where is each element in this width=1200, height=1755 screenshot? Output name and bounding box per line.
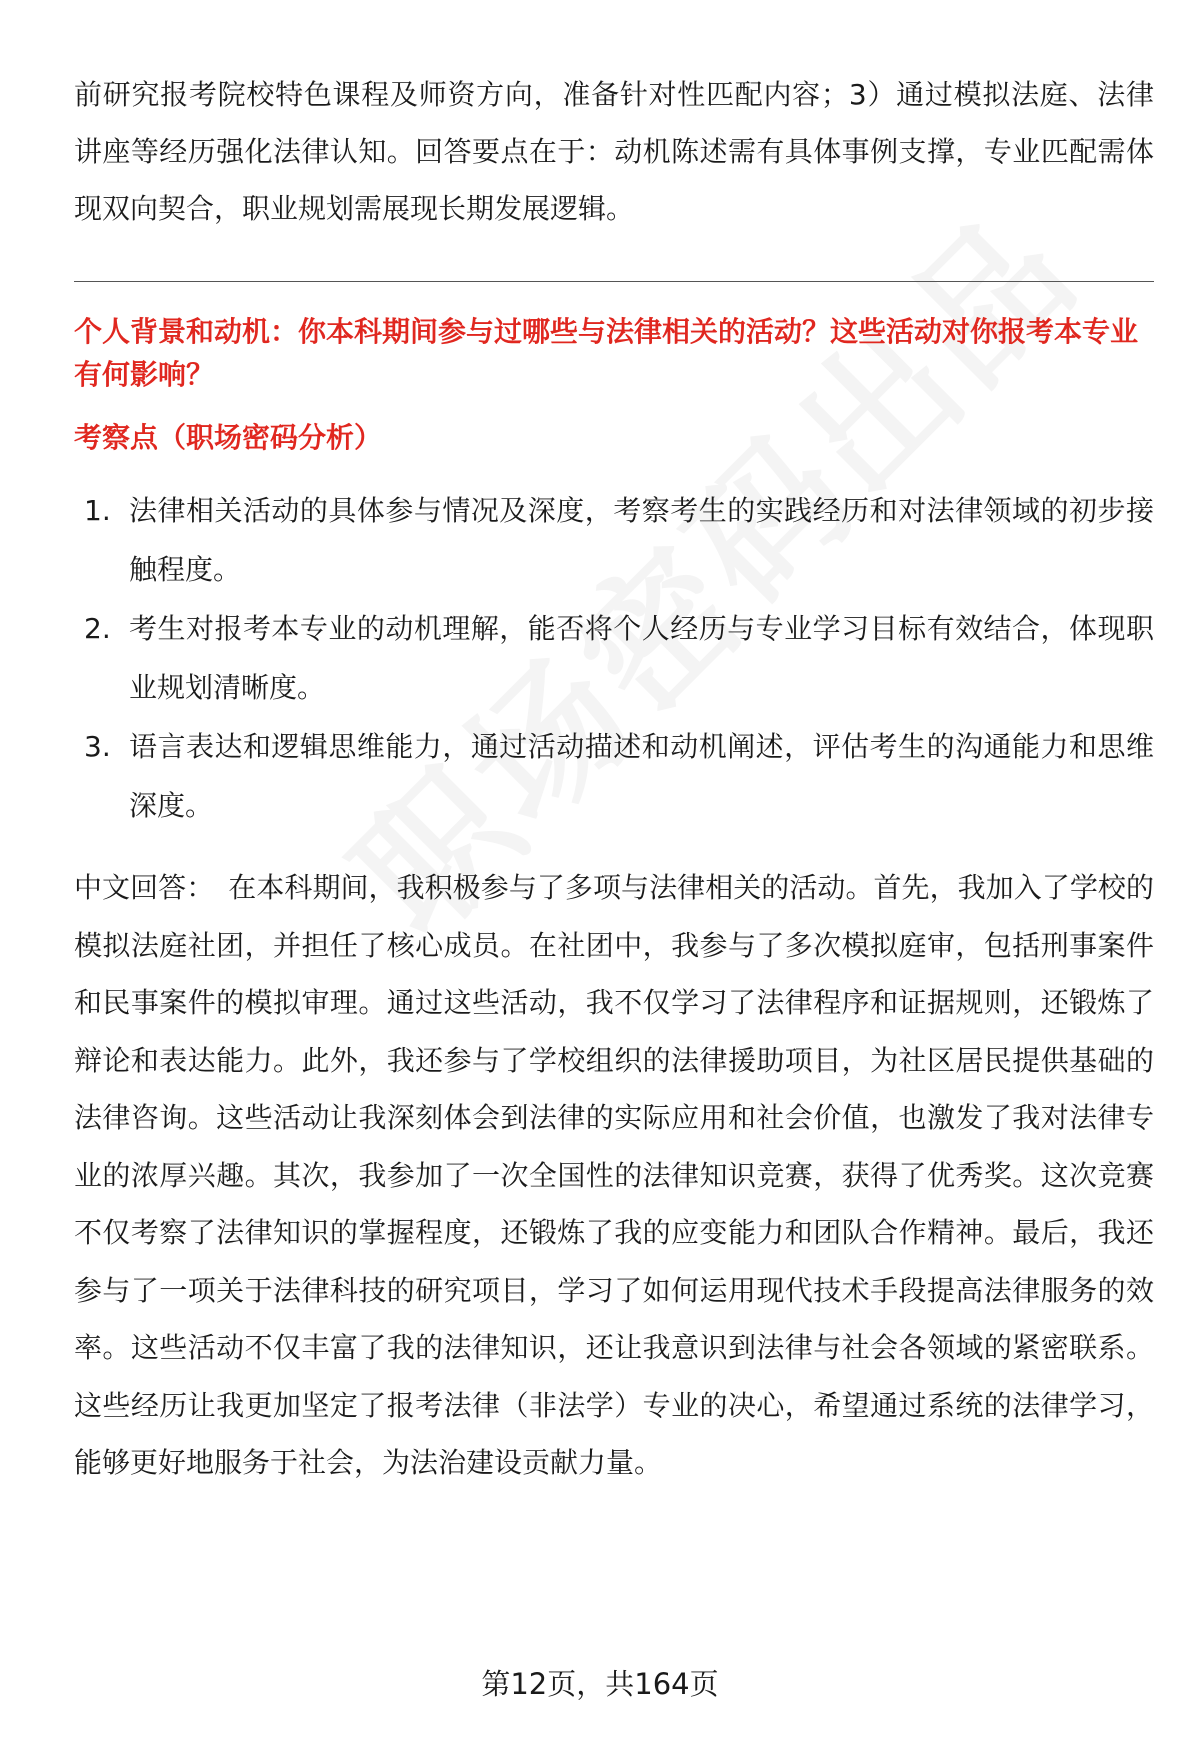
list-item-text: 考生对报考本专业的动机理解，能否将个人经历与专业学习目标有效结合，体现职业规划清晰度。 [129, 612, 1154, 704]
answer-label: 中文回答： [74, 871, 215, 904]
assessment-points-title: 考察点（职场密码分析） [74, 421, 383, 454]
list-item [74, 599, 1154, 717]
list-item-number: 2. [84, 612, 111, 645]
list-item-text: 语言表达和逻辑思维能力，通过活动描述和动机阐述，评估考生的沟通能力和思维深度。 [129, 730, 1154, 822]
document-page [74, 66, 1154, 1520]
answer-text: 在本科期间，我积极参与了多项与法律相关的活动。首先，我加入了学校的模拟法庭社团，并担任了核心成员。在社团中，我参与了多次模拟庭审，包括刑事案件和民事案件的模拟审理。通过这些活动，我不仅学习了法律程序和证据规则，还锻炼了辩论和表达能力。此外，我还参与了学校组织的法律援助项目，为社区居民提供基础的法律咨询。这些活动让我深刻体会到法律的实际应用和社会价值，也激发了我对法律专业的浓厚兴趣。其次，我参加了一次全国性的法律知识竞赛，获得了优秀奖。这次竞赛不仅考察了法律知识的掌握程度，还锻炼了我的应变能力和团队合作精神。最后，我还参与了一项关于法律科技的研究项目，学习了如何运用现代技术手段提高法律服务的效率。这些活动不仅丰富了我的法律知识，还让我意识到法律与社会各领域的紧密联系。这些经历让我更加坚定了报考法律（非法学）专业的决心，希望通过系统的法律学习，能够更好地服务于社会，为法治建设贡献力量。 [74, 871, 1154, 1479]
list-item-text: 法律相关活动的具体参与情况及深度，考察考生的实践经历和对法律领域的初步接触程度。 [129, 494, 1154, 586]
question-heading: 个人背景和动机：你本科期间参与过哪些与法律相关的活动？这些活动对你报考本专业有何影响？ [74, 315, 1139, 391]
section-divider [74, 281, 1154, 282]
answer-paragraph [74, 859, 1154, 1492]
page-number: 第12页，共164页 [481, 1667, 719, 1701]
list-item-number: 1. [84, 494, 111, 527]
assessment-points-list [74, 481, 1154, 835]
list-item [74, 481, 1154, 599]
intro-paragraph: 前研究报考院校特色课程及师资方向，准备针对性匹配内容；3）通过模拟法庭、法律讲座等经历强化法律认知。回答要点在于：动机陈述需有具体事例支撑，专业匹配需体现双向契合，职业规划需展现长期发展逻辑。 [74, 78, 1154, 225]
list-item [74, 717, 1154, 835]
list-item-number: 3. [84, 730, 111, 763]
